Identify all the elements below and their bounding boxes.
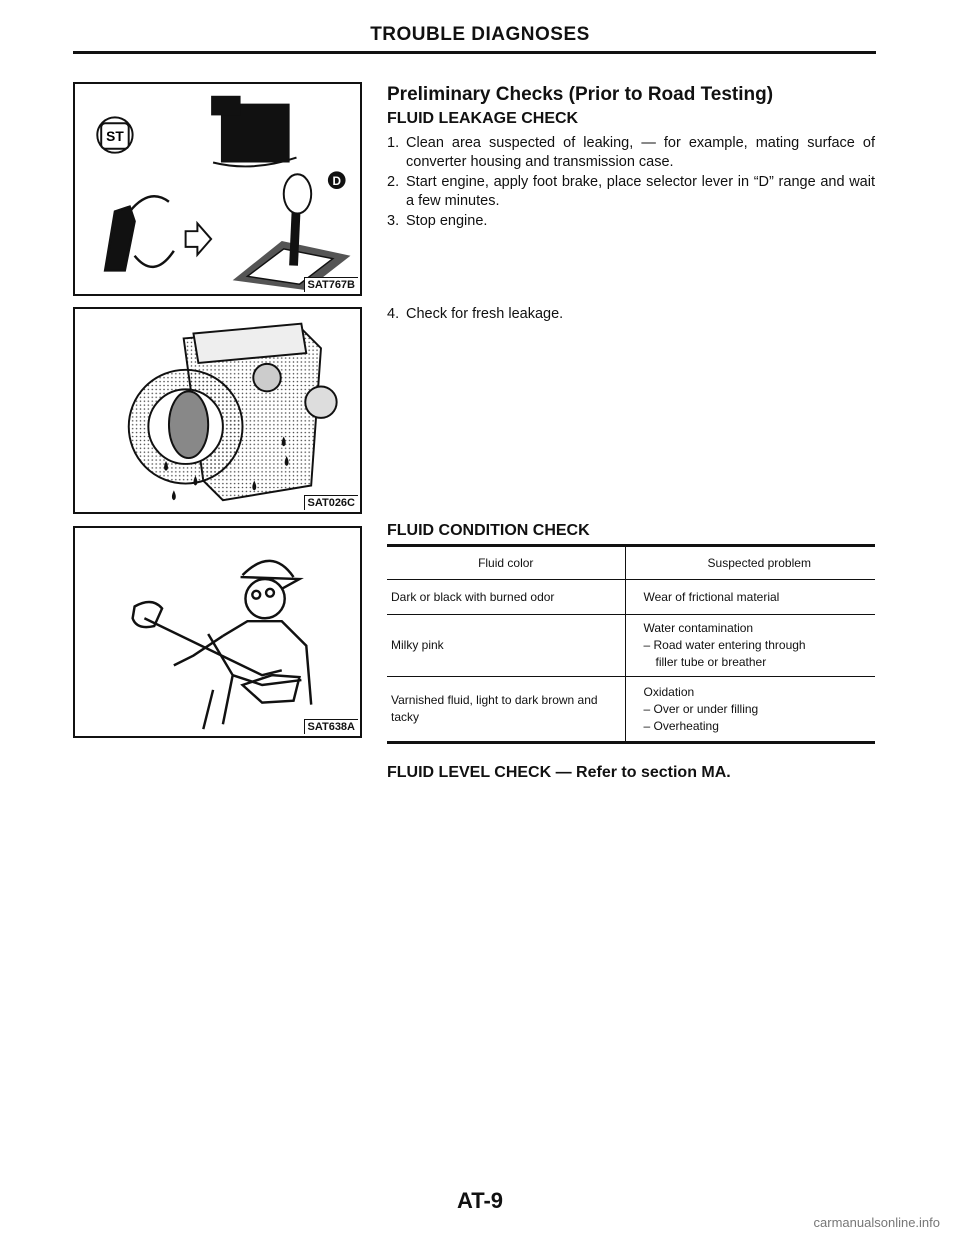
step-text: Start engine, apply foot brake, place selector lever in “D” range and wait a few minutes.	[406, 174, 875, 209]
table-row	[387, 615, 875, 677]
fluid-color-cell: Dark or black with burned odor	[387, 580, 625, 615]
step-number: 3.	[387, 213, 400, 229]
figure-code: SAT767B	[304, 277, 358, 292]
problem-line: Wear of frictional material	[643, 589, 780, 604]
arrow-right-icon	[186, 223, 212, 254]
engine-icon	[211, 96, 296, 167]
suspected-problem-cell	[625, 580, 875, 615]
figure-start-engine	[73, 82, 362, 296]
table-row	[387, 580, 875, 615]
mechanic-dipstick-illustration	[75, 528, 360, 736]
figure-code: SAT638A	[304, 719, 358, 734]
step-item	[387, 134, 875, 172]
table-row	[387, 677, 875, 743]
preliminary-checks-title: Preliminary Checks (Prior to Road Testing)	[387, 84, 774, 105]
step-text: Clean area suspected of leaking, — for example, mating surface of converter housing and transmission case.	[406, 135, 875, 170]
suspected-problem-cell	[625, 677, 875, 743]
suspected-problem-cell	[625, 615, 875, 677]
key-badge-label: ST	[106, 128, 124, 144]
table-header-row	[387, 546, 875, 580]
problem-line: Oxidation	[643, 684, 695, 699]
fluid-color-cell: Milky pink	[387, 615, 625, 677]
watermark: carmanualsonline.info	[813, 1215, 940, 1230]
step-item	[387, 306, 563, 322]
step-item	[387, 173, 875, 211]
selector-lever-icon	[233, 174, 351, 290]
step-text: Check for fresh leakage.	[406, 306, 564, 322]
step-number: 4.	[387, 306, 400, 322]
figure-leak-check	[73, 307, 362, 514]
figure-code: SAT026C	[304, 495, 358, 510]
engine-start-illustration	[75, 84, 360, 294]
problem-line: Water contamination	[643, 621, 754, 635]
header-rule	[73, 51, 876, 54]
column-header: Suspected problem	[707, 556, 811, 570]
transmission-leak-illustration	[75, 309, 360, 512]
brake-pedal-icon	[105, 196, 174, 270]
fluid-condition-title: FLUID CONDITION CHECK	[387, 522, 590, 539]
leakage-steps	[387, 134, 875, 232]
problem-line: filler tube or breather	[655, 655, 767, 669]
step-item	[387, 212, 875, 231]
fluid-level-check: FLUID LEVEL CHECK — Refer to section MA.	[387, 764, 731, 781]
problem-line: – Over or under filling	[643, 701, 759, 716]
fluid-condition-table	[387, 544, 875, 744]
figure-fluid-condition	[73, 526, 362, 738]
page-number: AT-9	[456, 1188, 504, 1213]
column-header: Fluid color	[387, 546, 625, 580]
fluid-leakage-title: FLUID LEAKAGE CHECK	[387, 110, 579, 127]
problem-line: – Overheating	[643, 718, 719, 733]
page-header: TROUBLE DIAGNOSES	[370, 24, 590, 45]
problem-line: – Road water entering through	[643, 638, 806, 652]
fluid-color-cell: Varnished fluid, light to dark brown and tacky	[387, 677, 625, 743]
step-number: 2.	[387, 174, 400, 190]
drive-range-label: D	[332, 175, 341, 189]
step-number: 1.	[387, 135, 400, 151]
step-text: Stop engine.	[406, 213, 488, 229]
